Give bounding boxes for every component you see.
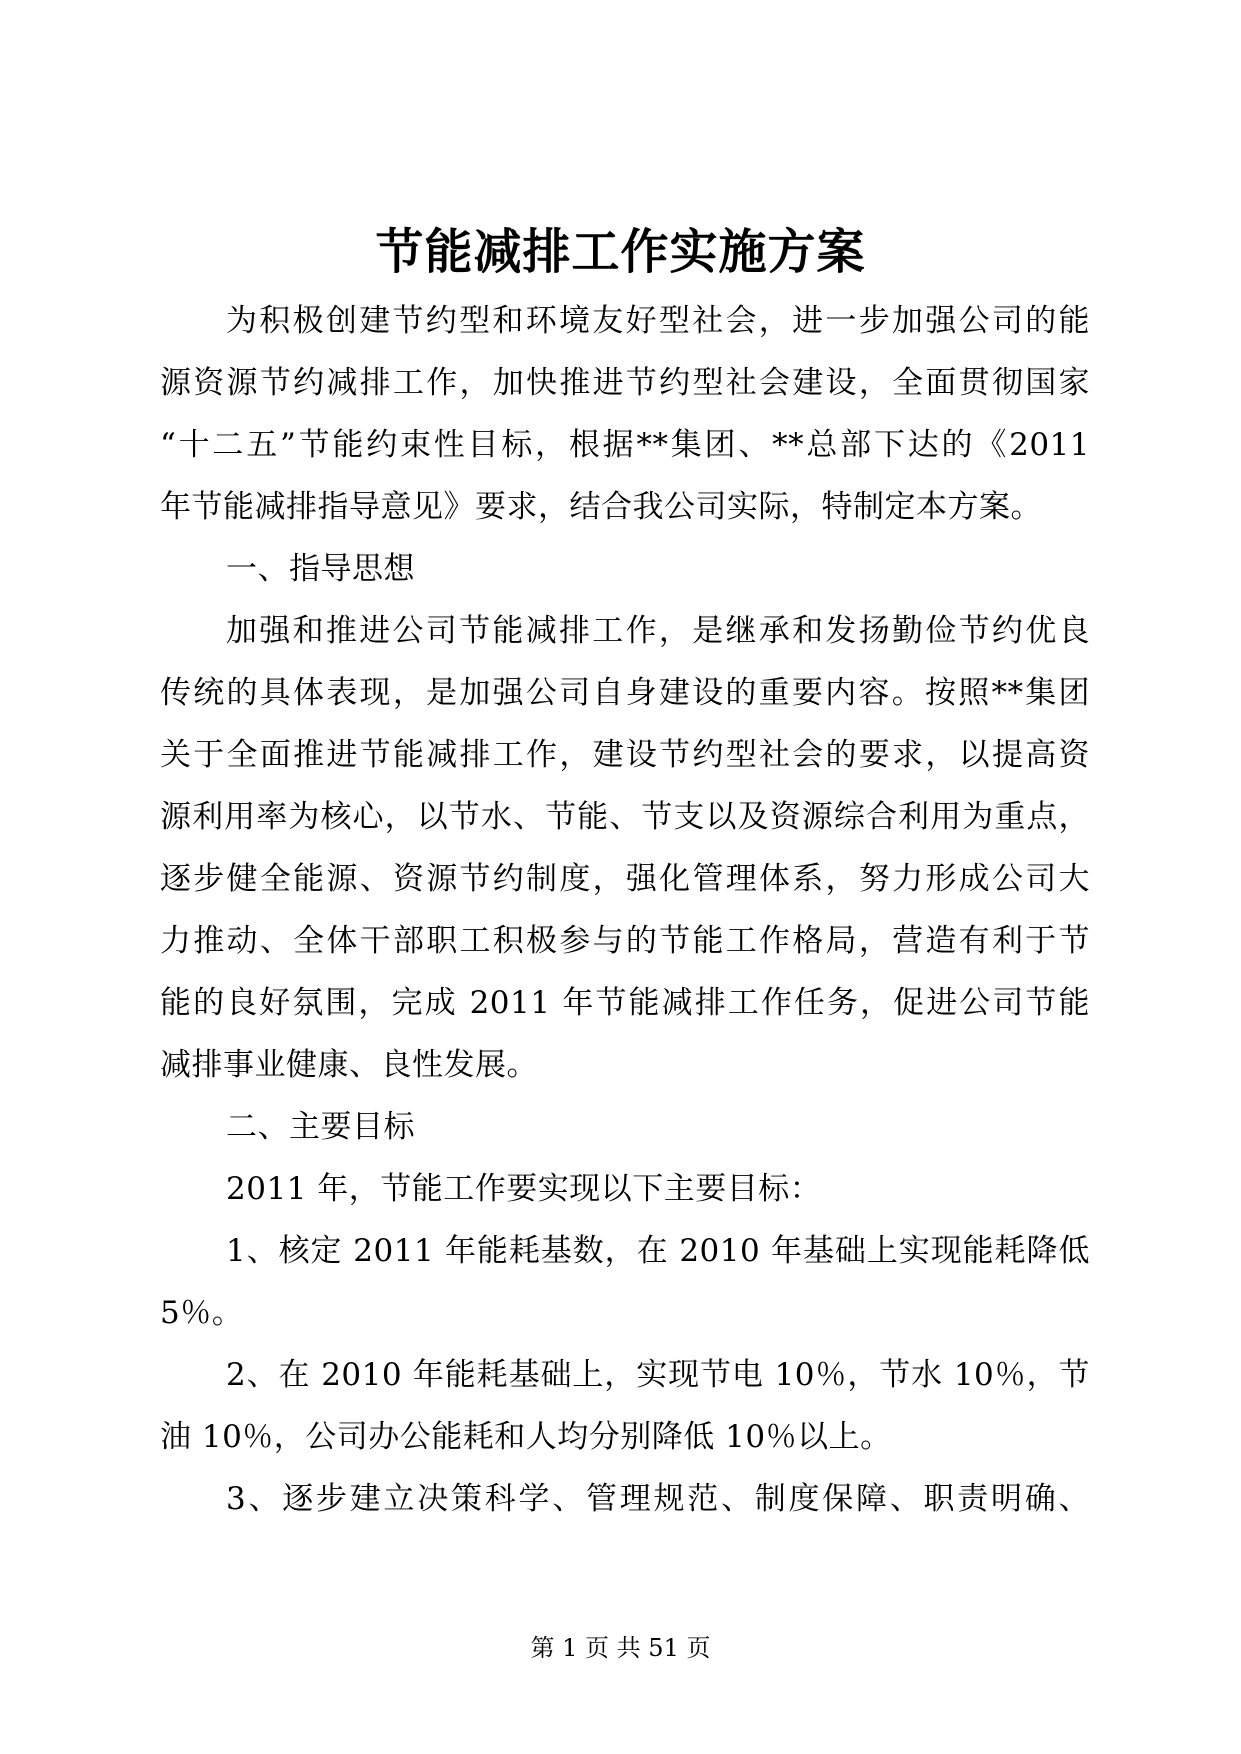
body-line: “十二五”节能约束性目标，根据**集团、**总部下达的《2011 xyxy=(160,427,1090,463)
body-line: 2011 年，节能工作要实现以下主要目标： xyxy=(226,1171,822,1207)
body-line: 逐步健全能源、资源节约制度，强化管理体系，努力形成公司大 xyxy=(160,861,1090,897)
body-line: 源资源节约减排工作，加快推进节约型社会建设，全面贯彻国家 xyxy=(160,365,1090,401)
body-line: 3、逐步建立决策科学、管理规范、制度保障、职责明确、 xyxy=(226,1481,1090,1517)
body-line: 1、核定 2011 年能耗基数，在 2010 年基础上实现能耗降低 xyxy=(226,1233,1090,1269)
document-body xyxy=(160,290,1090,1530)
body-line: 传统的具体表现，是加强公司自身建设的重要内容。按照**集团 xyxy=(160,675,1090,711)
body-line: 能的良好氛围，完成 2011 年节能减排工作任务，促进公司节能 xyxy=(160,985,1090,1021)
body-line: 为积极创建节约型和环境友好型社会，进一步加强公司的能 xyxy=(226,303,1090,339)
body-line: 一、指导思想 xyxy=(226,551,415,587)
body-line: 年节能减排指导意见》要求，结合我公司实际，特制定本方案。 xyxy=(160,489,1042,525)
body-line: 二、主要目标 xyxy=(226,1109,415,1145)
body-line: 减排事业健康、良性发展。 xyxy=(160,1047,538,1083)
body-line: 力推动、全体干部职工积极参与的节能工作格局，营造有利于节 xyxy=(160,923,1090,959)
body-line: 油 10％，公司办公能耗和人均分别降低 10％以上。 xyxy=(160,1419,892,1455)
body-line: 关于全面推进节能减排工作，建设节约型社会的要求，以提高资 xyxy=(160,737,1090,773)
document-title: 节能减排工作实施方案 xyxy=(375,224,866,280)
body-line: 5％。 xyxy=(160,1295,244,1331)
body-line: 2、在 2010 年能耗基础上，实现节电 10％，节水 10％，节 xyxy=(226,1357,1090,1393)
body-line: 源利用率为核心，以节水、节能、节支以及资源综合利用为重点， xyxy=(160,799,1090,835)
body-line: 加强和推进公司节能减排工作，是继承和发扬勤俭节约优良 xyxy=(226,613,1090,649)
page-footer: 第 1 页 共 51 页 xyxy=(530,1634,711,1662)
